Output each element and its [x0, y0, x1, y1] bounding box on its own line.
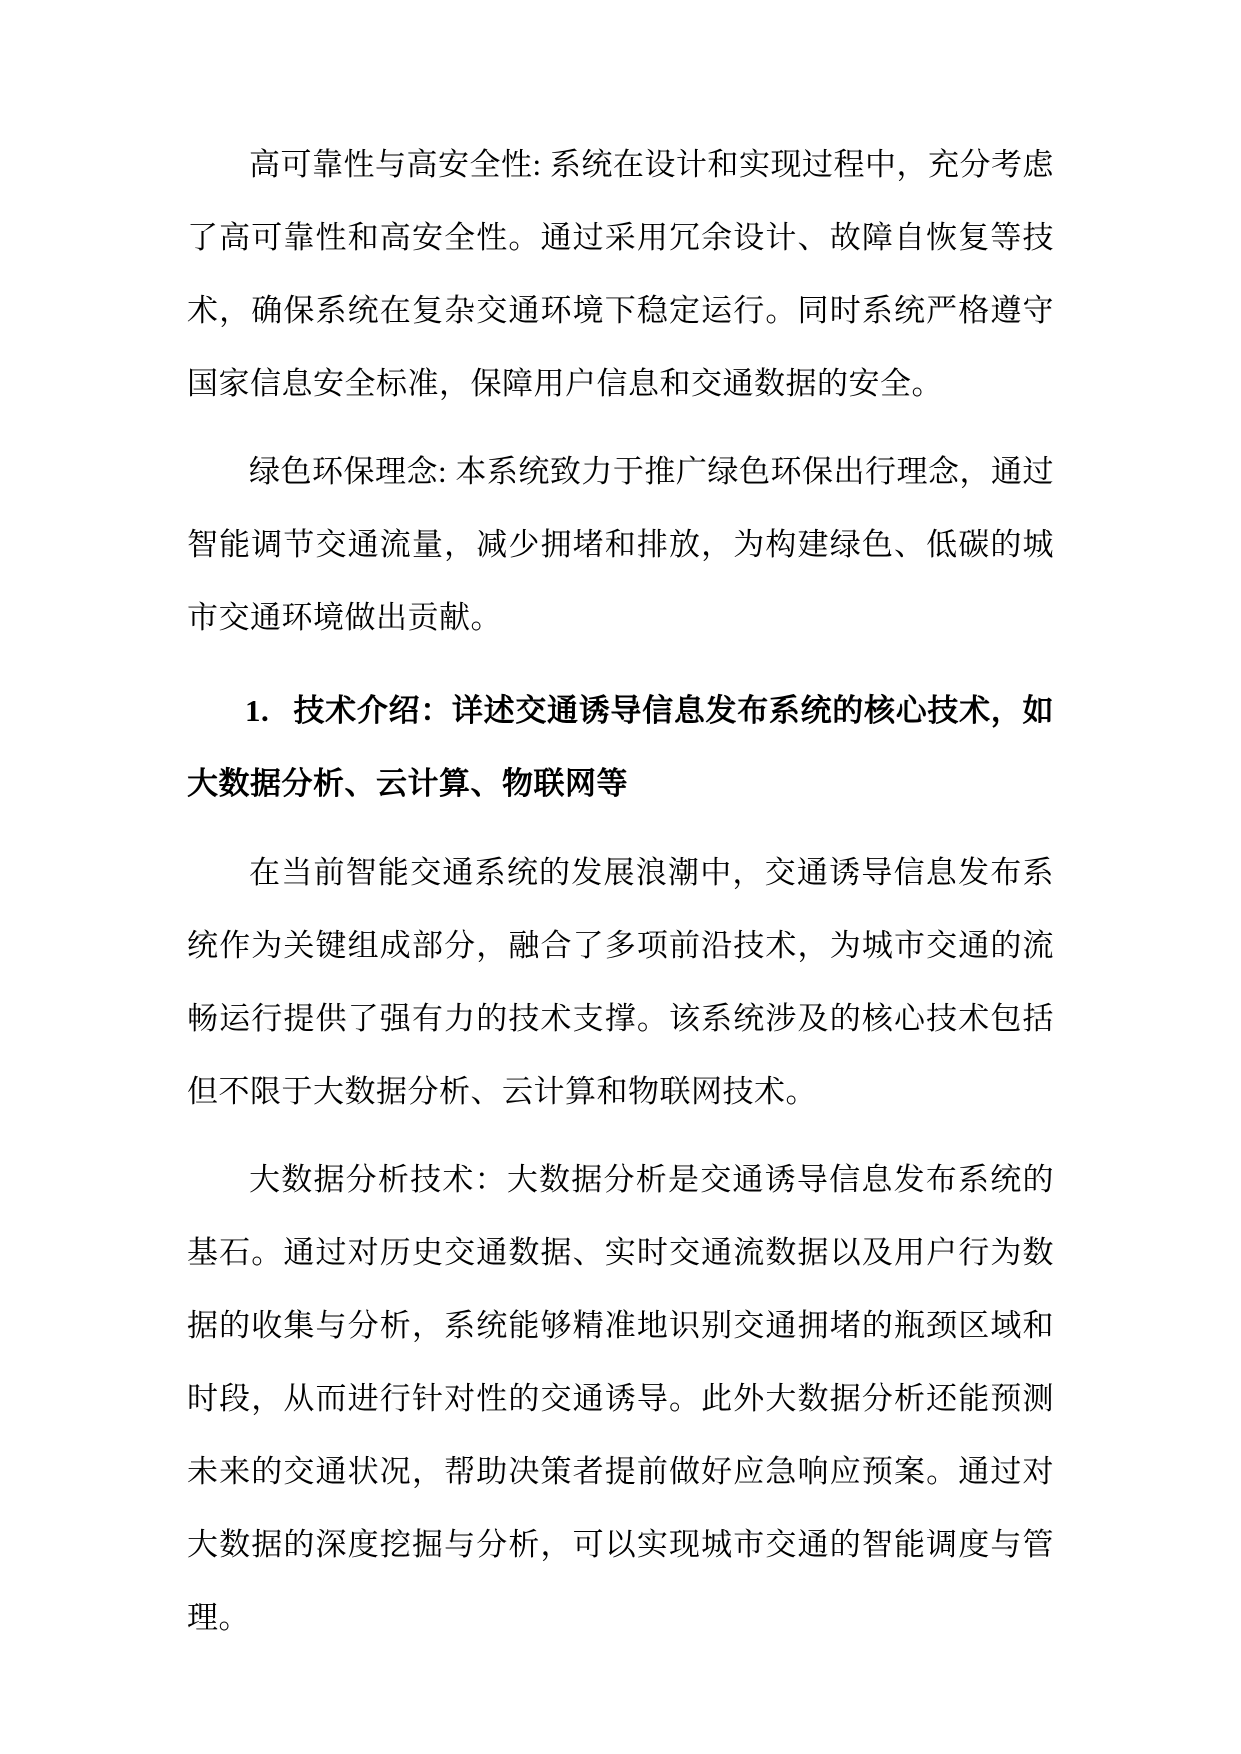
- heading-number: 1.: [245, 693, 270, 728]
- section-heading: [187, 674, 1054, 821]
- paragraph: 在当前智能交通系统的发展浪潮中，交通诱导信息发布系统作为关键组成部分，融合了多项前沿技术，为城市交通的流畅运行提供了强有力的技术支撑。该系统涉及的核心技术包括但不限于大数据分析、云计算和物联网技术。: [187, 855, 1054, 1109]
- paragraph: 高可靠性与高安全性: 系统在设计和实现过程中，充分考虑了高可靠性和高安全性。通过采用冗余设计、故障自恢复等技术，确保系统在复杂交通环境下稳定运行。同时系统严格遵守国家信息安全标准，保障用户信息和交通数据的安全。: [187, 147, 1054, 401]
- paragraph: 绿色环保理念: 本系统致力于推广绿色环保出行理念，通过智能调节交通流量，减少拥堵和排放，为构建绿色、低碳的城市交通环境做出贡献。: [187, 454, 1054, 635]
- paragraph: 大数据分析技术：大数据分析是交通诱导信息发布系统的基石。通过对历史交通数据、实时交通流数据以及用户行为数据的收集与分析，系统能够精准地识别交通拥堵的瓶颈区域和时段，从而进行针对性的交通诱导。此外大数据分析还能预测未来的交通状况，帮助决策者提前做好应急响应预案。通过对大数据的深度挖掘与分析，可以实现城市交通的智能调度与管理。: [187, 1162, 1054, 1635]
- heading-text: 技术介绍：详述交通诱导信息发布系统的核心技术，如大数据分析、云计算、物联网等: [187, 693, 1054, 802]
- document-body: [187, 128, 1054, 1654]
